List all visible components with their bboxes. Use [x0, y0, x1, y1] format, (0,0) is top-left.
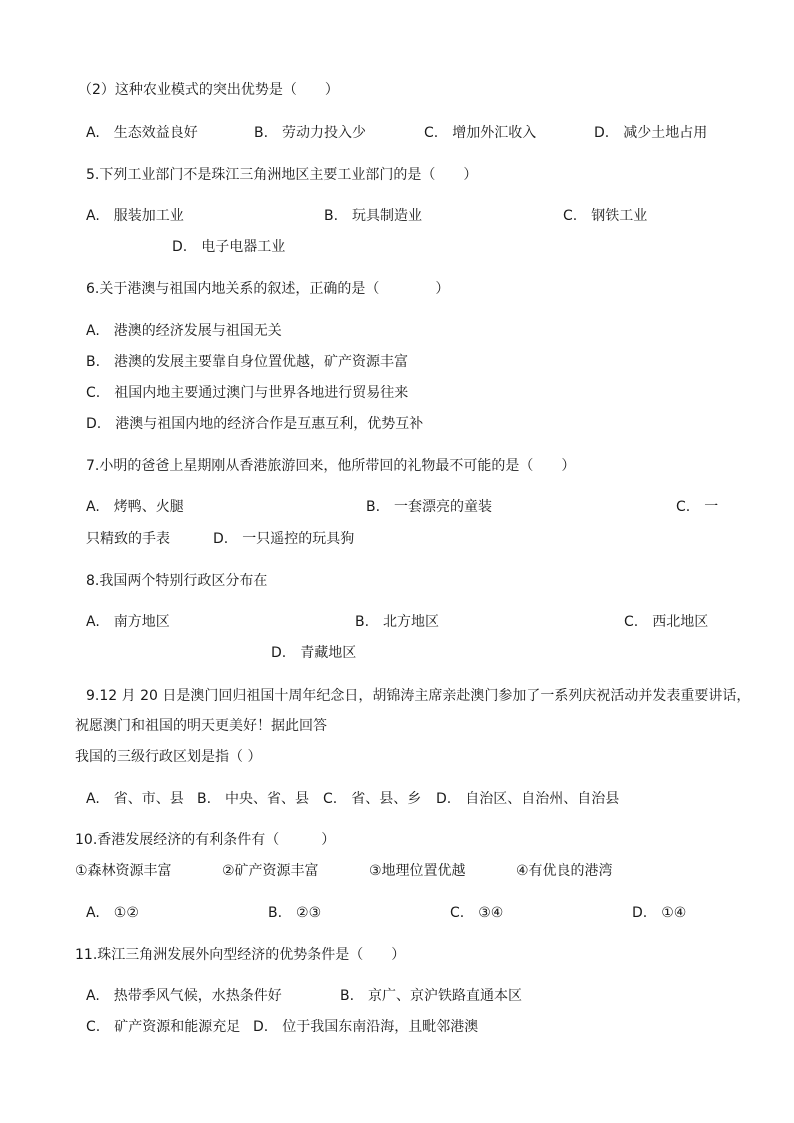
q8-option-c[interactable]: C. 西北地区	[624, 614, 709, 630]
q5-option-d[interactable]: D. 电子电器工业	[172, 239, 286, 255]
q6-option-c[interactable]: C. 祖国内地主要通过澳门与世界各地进行贸易往来	[86, 385, 409, 401]
q7-option-b[interactable]: B. 一套漂亮的童装	[366, 499, 493, 515]
q5-option-b[interactable]: B. 玩具制造业	[324, 208, 423, 224]
q8-option-b[interactable]: B. 北方地区	[355, 614, 440, 630]
q7-option-a[interactable]: A. 烤鸭、火腿	[86, 499, 184, 515]
q10-condition-1: ①森林资源丰富	[75, 863, 172, 879]
q10-option-c[interactable]: C. ③④	[450, 905, 504, 921]
q4-2-option-c[interactable]: C. 增加外汇收入	[424, 125, 537, 141]
question-9-stem-line-2: 祝愿澳门和祖国的明天更美好！据此回答	[75, 718, 327, 734]
q5-option-c[interactable]: C. 钢铁工业	[563, 208, 648, 224]
question-11-stem: 11.珠江三角洲发展外向型经济的优势条件是（ ）	[75, 947, 406, 963]
q11-option-b[interactable]: B. 京广、京沪铁路直通本区	[340, 988, 523, 1004]
q10-condition-3: ③地理位置优越	[369, 863, 466, 879]
q6-option-d[interactable]: D. 港澳与祖国内地的经济合作是互惠互利，优势互补	[86, 416, 424, 432]
q9-option-c[interactable]: C. 省、县、乡	[323, 791, 422, 807]
q4-2-option-b[interactable]: B. 劳动力投入少	[254, 125, 367, 141]
question-4-2-stem: （2）这种农业模式的突出优势是（ ）	[78, 82, 339, 98]
q4-2-option-a[interactable]: A. 生态效益良好	[86, 125, 198, 141]
q10-condition-4: ④有优良的港湾	[516, 863, 613, 879]
q7-option-c-continued[interactable]: 只精致的手表	[86, 531, 170, 547]
question-9-stem-line-1: 9.12 月 20 日是澳门回归祖国十周年纪念日，胡锦涛主席亲赴澳门参加了一系列庆祝活动并发表重要讲话，	[86, 688, 751, 704]
q7-option-c[interactable]: C. 一	[676, 499, 719, 515]
question-5-stem: 5.下列工业部门不是珠江三角洲地区主要工业部门的是（ ）	[86, 167, 478, 183]
question-9-stem-line-3: 我国的三级行政区划是指（ ）	[75, 749, 262, 765]
q9-option-b[interactable]: B. 中央、省、县	[197, 791, 310, 807]
q11-option-c[interactable]: C. 矿产资源和能源充足	[86, 1019, 241, 1035]
q9-option-a[interactable]: A. 省、市、县	[86, 791, 184, 807]
q6-option-a[interactable]: A. 港澳的经济发展与祖国无关	[86, 323, 282, 339]
q11-option-d[interactable]: D. 位于我国东南沿海，且毗邻港澳	[253, 1019, 479, 1035]
question-6-stem: 6.关于港澳与祖国内地关系的叙述，正确的是（ ）	[86, 281, 450, 297]
q10-option-b[interactable]: B. ②③	[268, 905, 322, 921]
q5-option-a[interactable]: A. 服装加工业	[86, 208, 184, 224]
q7-option-d[interactable]: D. 一只遥控的玩具狗	[213, 531, 355, 547]
q11-option-a[interactable]: A. 热带季风气候，水热条件好	[86, 988, 282, 1004]
question-7-stem: 7.小明的爸爸上星期刚从香港旅游回来，他所带回的礼物最不可能的是（ ）	[86, 458, 576, 474]
q6-option-b[interactable]: B. 港澳的发展主要靠自身位置优越，矿产资源丰富	[86, 354, 409, 370]
question-8-stem: 8.我国两个特别行政区分布在	[86, 573, 268, 589]
q8-option-d[interactable]: D. 青藏地区	[271, 645, 357, 661]
q9-option-d[interactable]: D. 自治区、自治州、自治县	[436, 791, 620, 807]
q4-2-option-d[interactable]: D. 减少土地占用	[594, 125, 708, 141]
q10-option-d[interactable]: D. ①④	[632, 905, 687, 921]
q10-condition-2: ②矿产资源丰富	[222, 863, 319, 879]
q8-option-a[interactable]: A. 南方地区	[86, 614, 170, 630]
q10-option-a[interactable]: A. ①②	[86, 905, 139, 921]
question-10-stem: 10.香港发展经济的有利条件有（ ）	[75, 832, 336, 848]
